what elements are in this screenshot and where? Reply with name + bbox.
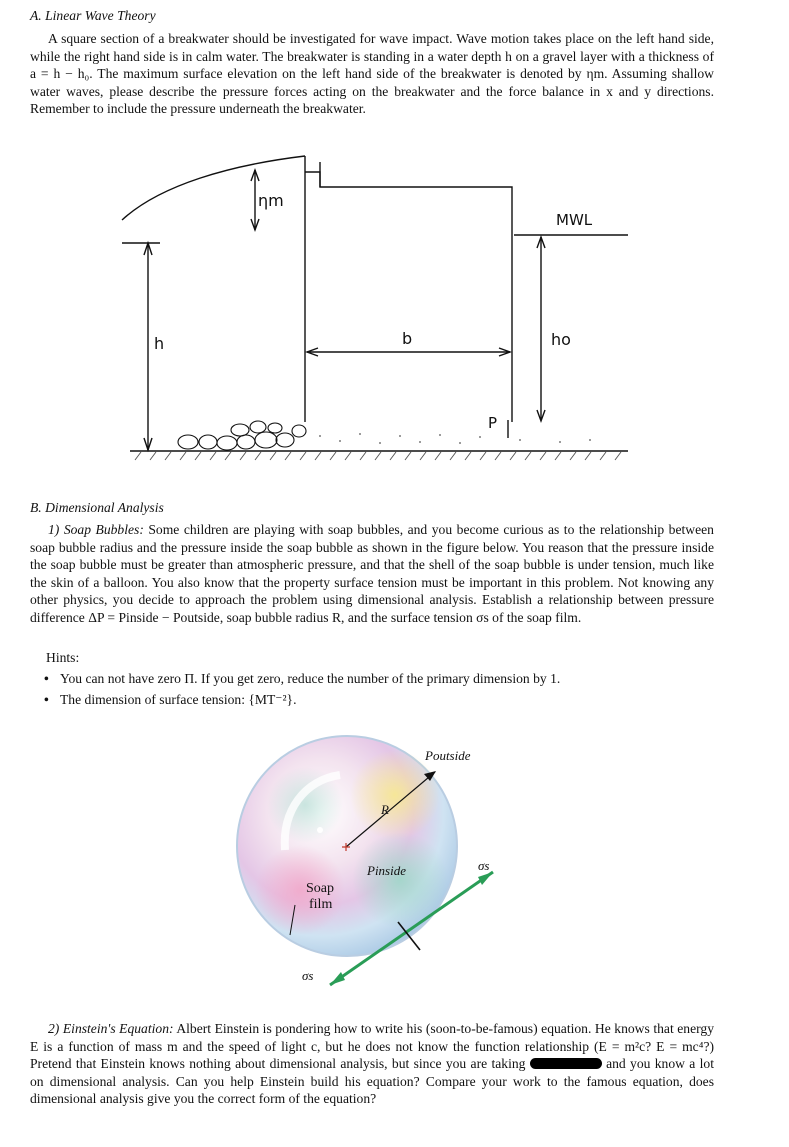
p-inside-label: Pinside bbox=[367, 863, 406, 878]
soap-label: Soap bbox=[306, 881, 334, 896]
wave-crest bbox=[122, 156, 305, 220]
mwl-label: MWL bbox=[556, 211, 593, 229]
b-label: b bbox=[402, 329, 413, 348]
h0-label: ho bbox=[551, 330, 571, 349]
hints-label: Hints: bbox=[46, 650, 80, 665]
p-label: P bbox=[488, 414, 498, 432]
soap-bubble-text: Some children are playing with soap bubbles, and you become curious as to the relationship between soap bubble radius and the pressure inside the soap bubble as shown in the figure below. You reason that the pressure inside the soap bubble must be greater than atmospheric pressure, and that the shell of the soap bubble is under tension, much like the skin of a balloon. You also know that the property surface tension must be important in this problem. Not knowing any other physics, you decide to approach the problem using dimensional analysis. Establish a relationship between pressure difference ΔP = Pinside − Poutside, soap bubble radius R, and the surface tension σs of the soap film. bbox=[30, 522, 714, 625]
gravel-dots bbox=[319, 433, 591, 444]
sigma-bottom-label: σs bbox=[302, 968, 314, 983]
sigma-top-label: σs bbox=[478, 858, 490, 873]
eta-m-label: ηm bbox=[258, 191, 284, 210]
soap-bubble-figure bbox=[0, 730, 789, 1000]
r-label: R bbox=[381, 802, 389, 817]
hint-text: You can not have zero Π. If you get zero, reduce the number of the primary dimension by 1. bbox=[60, 671, 561, 686]
hint-text: The dimension of surface tension: {MT⁻²}. bbox=[60, 692, 297, 707]
seabed-hatch bbox=[135, 452, 621, 460]
section-a-paragraph: A square section of a breakwater should be investigated for wave impact. Wave motion takes place on the left hand side, while the right hand side is in calm water. The breakwater is standing in a water depth h on a gravel layer with a thickness of a = h − h₀. The maximum surface elevation on the left hand side of the breakwater is denoted by ηm. Assuming shallow water waves, please describe the pressure forces acting on the breakwater and the force balance in x and y directions. Remember to include the pressure underneath the breakwater. bbox=[30, 31, 714, 117]
breakwater-figure bbox=[0, 130, 789, 475]
einstein-paragraph bbox=[30, 1020, 714, 1108]
section-a-heading: A. Linear Wave Theory bbox=[30, 8, 156, 23]
film-label: film bbox=[309, 897, 333, 912]
hint-item: • You can not have zero Π. If you get zero, reduce the number of the primary dimension by 1. bbox=[44, 671, 561, 686]
soap-bubble-title: 1) Soap Bubbles: bbox=[48, 522, 144, 537]
section-b-heading: B. Dimensional Analysis bbox=[30, 500, 164, 515]
p-outside-label: Poutside bbox=[425, 748, 471, 763]
redaction-mark bbox=[530, 1058, 602, 1069]
hint-item: • The dimension of surface tension: {MT⁻²}. bbox=[44, 692, 297, 707]
h-label: h bbox=[154, 334, 165, 353]
einstein-text-b: and you know a lot on dimensional analysis. Can you help Einstein build his equation? Compare your work to the famous equation, does dimensional analysis give you the correct form of the equation? bbox=[30, 1056, 714, 1107]
einstein-title: 2) Einstein's Equation: bbox=[48, 1021, 174, 1036]
gravel-stones bbox=[178, 421, 306, 450]
einstein-text-a: Albert Einstein is pondering how to write his (soon-to-be-famous) equation. He knows that energy E is a function of mass m and the speed of light c, but he does not know the function relationship (E = m²c? E = mc⁴?) Pretend that Einstein knows nothing about dimensional analysis, but since you are taking bbox=[30, 1021, 714, 1072]
soap-bubble-paragraph bbox=[30, 521, 714, 627]
breakwater-outline bbox=[305, 156, 512, 422]
